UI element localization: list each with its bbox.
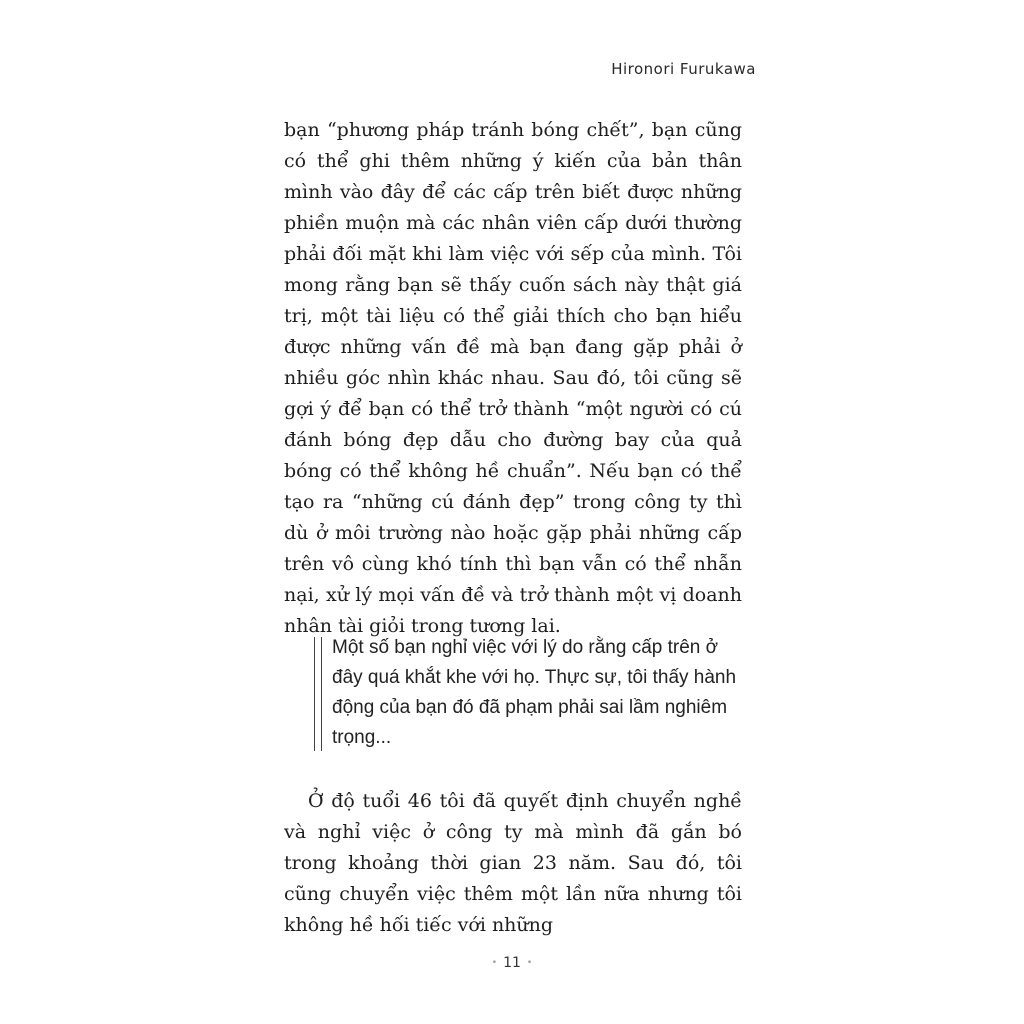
pull-quote — [314, 633, 744, 751]
ornament-dot-right: • — [526, 958, 533, 968]
page-number-footer — [0, 955, 1024, 971]
pull-quote-text: Một số bạn nghỉ việc với lý do rằng cấp trên ở đây quá khắt khe với họ. Thực sự, tôi thấy hành động của bạn đó đã phạm phải sai lầm nghiêm trọng... — [332, 637, 737, 748]
ornament-dot-left: • — [491, 958, 498, 968]
page-number: 11 — [503, 955, 521, 971]
quote-bar — [314, 637, 322, 751]
running-header-author: Hironori Furukawa — [611, 60, 756, 78]
body-paragraph: Ở độ tuổi 46 tôi đã quyết định chuyển nghề và nghỉ việc ở công ty mà mình đã gắn bó trong khoảng thời gian 23 năm. Sau đó, tôi cũng chuyển việc thêm một lần nữa nhưng tôi không hề hối tiếc với những — [284, 790, 742, 936]
body-paragraph: bạn “phương pháp tránh bóng chết”, bạn cũng có thể ghi thêm những ý kiến của bản thân mình vào đây để các cấp trên biết được những phiền muộn mà các nhân viên cấp dưới thường phải đối mặt khi làm việc với sếp của mình. Tôi mong rằng bạn sẽ thấy cuốn sách này thật giá trị, một tài liệu có thể giải thích cho bạn hiểu được những vấn đề mà bạn đang gặp phải ở nhiều góc nhìn khác nhau. Sau đó, tôi cũng sẽ gợi ý để bạn có thể trở thành “một người có cú đánh bóng đẹp dẫu cho đường bay của quả bóng có thể không hề chuẩn”. Nếu bạn có thể tạo ra “những cú đánh đẹp” trong công ty thì dù ở môi trường nào hoặc gặp phải những cấp trên vô cùng khó tính thì bạn vẫn có thể nhẫn nại, xử lý mọi vấn đề và trở thành một vị doanh nhân tài giỏi trong tương lai. — [284, 119, 742, 637]
